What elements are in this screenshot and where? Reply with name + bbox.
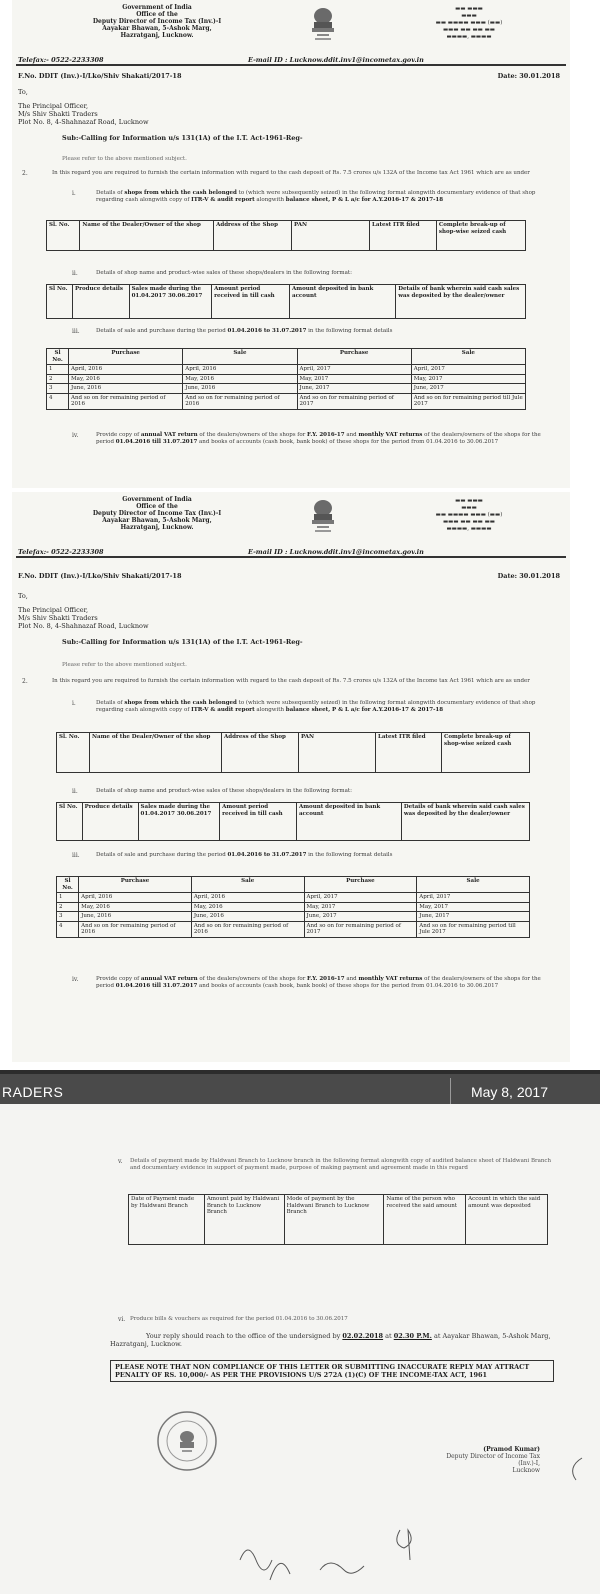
table-header: Date of Payment made by Haldwani Branch [129, 1195, 205, 1245]
table-row [57, 893, 530, 903]
table-header: Details of bank wherein said cash sales was deposited by the dealer/owner [401, 803, 529, 841]
para-2: In this regard you are required to furnish the certain information with regard to the cash deposit of Rs. 7.5 crores u/s 132A of the Income tax Act 1961 which are as under [52, 170, 530, 176]
table-cell: April, 2016 [79, 893, 192, 903]
letter-header [12, 0, 570, 56]
reply-date: 02.02.2018 [342, 1332, 384, 1340]
table-cell: April, 2017 [411, 365, 525, 375]
recipient-address [18, 592, 149, 630]
sales-table [46, 284, 526, 319]
item-number: i. [72, 700, 76, 707]
table-header: Amount paid by Haldwani Branch to Lucknow Branch [204, 1195, 284, 1245]
text-run-bold: monthly VAT returns [358, 432, 423, 438]
national-emblem-icon [308, 6, 338, 46]
letter-page-1 [12, 0, 570, 488]
table-header: PAN [292, 221, 370, 251]
text-run: to (which were subsequently seized) in the following format alongwith documentary evidence of that shop regarding cash alongwith copy of [96, 700, 536, 713]
letter-page-3 [0, 1070, 600, 1594]
item-iv-text [96, 432, 544, 446]
text-run: and books of accounts (cash book, bank book) of these shops for the period from 01.04.2016 to 30.06.2017 [197, 983, 499, 989]
city-line: Hazratganj, Lucknow. [120, 524, 194, 531]
to-line: To, [18, 592, 28, 600]
table-header: Name of the person who received the said amount [384, 1195, 466, 1245]
text-run-bold: annual VAT return [140, 976, 198, 982]
addressee-line: The Principal Officer, [18, 102, 89, 110]
gov-line: Government of India [122, 4, 192, 11]
text-run: Details of sale and purchase during the period [96, 328, 228, 334]
hindi-address-block: ▬▬ ▬▬▬ ▬▬▬ ▬▬ ▬▬▬▬ ▬▬▬ (▬▬) ▬▬▬ ▬▬ ▬▬ ▬▬ ▬▬▬▬, ▬▬▬▬ [435, 498, 503, 532]
text-run: Details of [96, 190, 125, 196]
para-2: In this regard you are required to furnish the certain information with regard to the cash deposit of Rs. 7.5 crores u/s 132A of the Income tax Act 1961 which are as under [52, 678, 530, 684]
table-cell: 2 [57, 902, 79, 912]
text-run: to (which were subsequently seized) in the following format alongwith documentary evidence of that shop regarding cash alongwith copy of [96, 190, 536, 203]
item-number: iii. [72, 328, 80, 335]
contact-bar [16, 56, 566, 66]
recipient-address [18, 88, 149, 126]
table-cell: June, 2017 [411, 384, 525, 394]
item-i-text [96, 190, 544, 204]
table-cell: April, 2016 [191, 893, 304, 903]
table-row [57, 912, 530, 922]
table-cell: April, 2016 [69, 365, 183, 375]
text-run: Provide copy of [96, 432, 141, 438]
table-header: Complete break-up of shop-wise seized cash [442, 733, 530, 773]
text-run-bold: F.Y. 2016-17 [307, 432, 345, 438]
text-run-bold: annual VAT return [140, 432, 198, 438]
text-run-bold: balance sheet, P & L a/c for A.Y.2016-17 & 2017-18 [285, 707, 444, 713]
text-run: of the dealers/owners of the shops for [197, 432, 308, 438]
table-cell: And so on for remaining period of 2017 [304, 921, 417, 937]
text-run-bold: balance sheet, P & L a/c for A.Y.2016-17 & 2017-18 [285, 197, 444, 203]
table-cell: June, 2017 [304, 912, 417, 922]
text-run-bold: 01.04.2016 till 31.07.2017 [115, 983, 198, 989]
table-cell: June, 2016 [191, 912, 304, 922]
reply-deadline-text [110, 1332, 554, 1348]
table-header: Purchase [79, 877, 192, 893]
table-cell: 2 [47, 374, 69, 384]
table-cell: And so on for remaining period of 2016 [79, 921, 192, 937]
text-run: of the dealers/owners of the shops for [197, 976, 308, 982]
table-cell: And so on for remaining period of 2016 [191, 921, 304, 937]
firm-name: M/s Shiv Shakti Traders [18, 110, 98, 118]
table-header: Details of bank wherein said cash sales was deposited by the dealer/owner [396, 285, 526, 319]
text-run-bold: monthly VAT returns [358, 976, 423, 982]
table-header: Latest ITR filed [376, 733, 442, 773]
table-cell: And so on for remaining period till Jule 2017 [417, 921, 530, 937]
text-run: and [344, 432, 359, 438]
letter-date: Date: 30.01.2018 [497, 72, 560, 80]
table-cell: June, 2016 [79, 912, 192, 922]
table-header: Complete break-up of shop-wise seized cash [436, 221, 525, 251]
reply-time: 02.30 P.M. [393, 1332, 432, 1340]
text-run: alongwith [254, 197, 286, 203]
table-cell: April, 2016 [183, 365, 297, 375]
banner-divider [450, 1078, 451, 1104]
file-number: F.No. DDIT (Inv.)-I/Lko/Shiv Shakati/2017-18 [18, 572, 182, 580]
item-number: iii. [72, 852, 80, 859]
item-iii-text [96, 328, 544, 335]
table-cell: 4 [57, 921, 79, 937]
item-vi-text: Produce bills & vouchers as required for the period 01.04.2016 to 30.06.2017 [130, 1316, 348, 1322]
table-cell: 1 [57, 893, 79, 903]
table-cell: May, 2016 [79, 902, 192, 912]
table-cell: And so on for remaining period of 2017 [297, 393, 411, 409]
text-run-bold: ITR-V & audit report [191, 197, 255, 203]
table-header: Sl No. [57, 803, 83, 841]
item-number: ii. [72, 270, 78, 277]
office-address-block [72, 496, 242, 531]
text-run: Details of [96, 700, 125, 706]
bhawan-line: Aayakar Bhawan, 5-Ashok Marg, [102, 25, 212, 32]
text-run: and books of accounts (cash book, bank book) of these shops for the period from 01.04.2016 to 30.06.2017 [197, 439, 499, 445]
addressee-line: The Principal Officer, [18, 606, 89, 614]
banner-date: May 8, 2017 [470, 1084, 548, 1100]
firm-address: Plot No. 8, 4-Shahnazaf Road, Lucknow [18, 622, 149, 630]
sales-table [56, 802, 530, 841]
table-cell: May, 2016 [69, 374, 183, 384]
gov-line: Government of India [122, 496, 192, 503]
subject-line: Sub:-Calling for Information u/s 131(1A) of the I.T. Act-1961-Reg- [62, 134, 303, 142]
email-text: E-mail ID : Lucknow.ddit.inv1@incometax.gov.in [248, 56, 424, 64]
table-cell: May, 2016 [183, 374, 297, 384]
signer-designation: Deputy Director of Income Tax (Inv.)-I, [446, 1453, 540, 1467]
shops-table [46, 220, 526, 251]
table-header: Sl. No. [57, 733, 90, 773]
table-row [57, 902, 530, 912]
item-iv-text [96, 976, 544, 990]
table-row [47, 384, 526, 394]
item-number: iv. [72, 976, 79, 983]
table-cell: And so on for remaining period till Jule 2017 [411, 393, 525, 409]
item-i-text [96, 700, 544, 714]
table-cell: May, 2017 [297, 374, 411, 384]
table-cell: April, 2017 [304, 893, 417, 903]
table-cell: And so on for remaining period of 2016 [69, 393, 183, 409]
banner-title: RADERS [2, 1084, 64, 1100]
table-row [47, 374, 526, 384]
table-header: Sl No. [47, 285, 73, 319]
table-header: Name of the Dealer/Owner of the shop [80, 221, 214, 251]
table-header: Sale [417, 877, 530, 893]
table-header: Sales made during the 01.04.2017 30.06.2017 [129, 285, 212, 319]
table-header: Produce details [82, 803, 138, 841]
text-run: Provide copy of [96, 976, 141, 982]
handwritten-mark-icon [566, 1454, 586, 1484]
text-run-bold: ITR-V & audit report [191, 707, 255, 713]
file-number: F.No. DDIT (Inv.)-I/Lko/Shiv Shakati/2017-18 [18, 72, 182, 80]
firm-name: M/s Shiv Shakti Traders [18, 614, 98, 622]
text-run: in the following format details [306, 852, 393, 858]
table-row [47, 393, 526, 409]
contact-bar [16, 548, 566, 558]
firm-address: Plot No. 8, 4-Shahnazaf Road, Lucknow [18, 118, 149, 126]
please-refer-line: Please refer to the above mentioned subject. [62, 662, 187, 668]
table-header: Address of the Shop [222, 733, 299, 773]
signer-location: Lucknow [512, 1467, 540, 1474]
text-run: at [383, 1332, 394, 1340]
text-run: Your reply should reach to the office of the undersigned by [146, 1332, 343, 1340]
table-cell: May, 2017 [304, 902, 417, 912]
text-run: of the dealers/owners of the shops for the period [96, 976, 541, 989]
table-cell: June, 2016 [183, 384, 297, 394]
signature-block [440, 1446, 540, 1474]
email-text: E-mail ID : Lucknow.ddit.inv1@incometax.gov.in [248, 548, 424, 556]
item-iii-text [96, 852, 544, 859]
table-header: Sale [191, 877, 304, 893]
item-number: vi. [118, 1316, 126, 1323]
table-cell: May, 2016 [191, 902, 304, 912]
office-line: Office of the [136, 11, 178, 18]
office-seal-icon [156, 1410, 218, 1472]
item-number: i. [72, 190, 76, 197]
table-header: Amount period received in till cash [212, 285, 290, 319]
table-cell: 4 [47, 393, 69, 409]
table-cell: June, 2016 [69, 384, 183, 394]
text-run-bold: 01.04.2016 till 31.07.2017 [115, 439, 198, 445]
text-run: of the dealers/owners of the shops for the period [96, 432, 541, 445]
table-cell: June, 2017 [417, 912, 530, 922]
table-row [47, 365, 526, 375]
signer-name: (Pramod Kumar) [483, 1446, 540, 1453]
table-header: Purchase [304, 877, 417, 893]
text-run: and [344, 976, 359, 982]
table-cell: 3 [57, 912, 79, 922]
item-v-text: Details of payment made by Haldwani Branch to Lucknow branch in the following format alongwith copy of audited balance sheet of Haldwani Branch and documentary evidence in support of payment made, purpose of making payment and agreement made in this regard [130, 1158, 552, 1171]
table-header: Purchase [297, 349, 411, 365]
table-header: Sales made during the 01.04.2017 30.06.2017 [138, 803, 220, 841]
office-address-block [72, 4, 242, 39]
reference-line [18, 572, 560, 580]
text-run-bold: 01.04.2016 to 31.07.2017 [227, 328, 307, 334]
director-line: Deputy Director of Income Tax (Inv.)-I [92, 18, 222, 25]
letter-header [12, 492, 570, 548]
national-emblem-icon [308, 498, 338, 538]
table-cell: May, 2017 [417, 902, 530, 912]
director-line: Deputy Director of Income Tax (Inv.)-I [92, 510, 222, 517]
to-line: To, [18, 88, 28, 96]
para-number: 2. [22, 678, 28, 685]
table-header: Address of the Shop [214, 221, 292, 251]
telefax-text: Telefax:- 0522-2233308 [18, 548, 104, 556]
table-header: PAN [299, 733, 376, 773]
reference-line [18, 72, 560, 80]
table-header: Account in which the said amount was deposited [466, 1195, 548, 1245]
table-cell: 1 [47, 365, 69, 375]
bhawan-line: Aayakar Bhawan, 5-Ashok Marg, [102, 517, 212, 524]
table-header: Amount period received in till cash [220, 803, 297, 841]
traders-banner [0, 1070, 600, 1104]
table-row [57, 921, 530, 937]
text-run: Details of sale and purchase during the period [96, 852, 228, 858]
item-number: iv. [72, 432, 79, 439]
item-number: ii. [72, 788, 78, 795]
table-header: Produce details [72, 285, 129, 319]
table-cell: April, 2017 [417, 893, 530, 903]
text-run: alongwith [254, 707, 286, 713]
text-run-bold: 01.04.2016 to 31.07.2017 [227, 852, 307, 858]
sale-purchase-table [56, 876, 530, 938]
table-cell: 3 [47, 384, 69, 394]
sale-purchase-table [46, 348, 526, 410]
table-header: Latest ITR filed [370, 221, 437, 251]
table-cell: April, 2017 [297, 365, 411, 375]
table-header: Purchase [69, 349, 183, 365]
text-run-bold: F.Y. 2016-17 [307, 976, 345, 982]
table-cell: And so on for remaining period of 2016 [183, 393, 297, 409]
payment-table [128, 1194, 548, 1245]
table-header: Amount deposited in bank account [290, 285, 396, 319]
letter-date: Date: 30.01.2018 [497, 572, 560, 580]
office-line: Office of the [136, 503, 178, 510]
table-header: Sl No. [47, 349, 69, 365]
hindi-address-block: ▬▬ ▬▬▬ ▬▬▬ ▬▬ ▬▬▬▬ ▬▬▬ (▬▬) ▬▬▬ ▬▬ ▬▬ ▬▬ ▬▬▬▬, ▬▬▬▬ [435, 6, 503, 40]
text-run-bold: shops from which the cash belonged [124, 700, 237, 706]
shops-table [56, 732, 530, 773]
table-cell: May, 2017 [411, 374, 525, 384]
letter-page-2 [12, 492, 570, 1062]
table-header: Name of the Dealer/Owner of the shop [90, 733, 222, 773]
table-cell: June, 2017 [297, 384, 411, 394]
text-run: at Aayakar Bhawan, 5-Ashok Marg, Hazratganj, Lucknow. [110, 1332, 551, 1348]
subject-line: Sub:-Calling for Information u/s 131(1A) of the I.T. Act-1961-Reg- [62, 638, 303, 646]
city-line: Hazratganj, Lucknow. [120, 32, 194, 39]
text-run-bold: shops from which the cash belonged [124, 190, 237, 196]
item-ii-text: Details of shop name and product-wise sales of these shops/dealers in the following format: [96, 788, 352, 794]
table-header: Sl. No. [47, 221, 80, 251]
para-number: 2. [22, 170, 28, 177]
table-header: Sl No. [57, 877, 79, 893]
table-header: Mode of payment by the Haldwani Branch to Lucknow Branch [284, 1195, 384, 1245]
table-header: Sale [183, 349, 297, 365]
telefax-text: Telefax:- 0522-2233308 [18, 56, 104, 64]
item-number: v. [118, 1158, 123, 1165]
text-run: in the following format details [306, 328, 393, 334]
table-header: Amount deposited in bank account [296, 803, 401, 841]
table-header: Sale [411, 349, 525, 365]
please-refer-line: Please refer to the above mentioned subject. [62, 156, 187, 162]
handwritten-scribble-icon [230, 1500, 530, 1590]
item-ii-text: Details of shop name and product-wise sales of these shops/dealers in the following format: [96, 270, 352, 276]
penalty-notice: PLEASE NOTE THAT NON COMPLIANCE OF THIS LETTER OR SUBMITTING INACCURATE REPLY MAY ATTRACT PENALTY OF RS. 10,000/- AS PER THE PROVISIONS U/S 272A (1)(C) OF THE INCOME-TAX ACT, 1961 [110, 1360, 554, 1382]
